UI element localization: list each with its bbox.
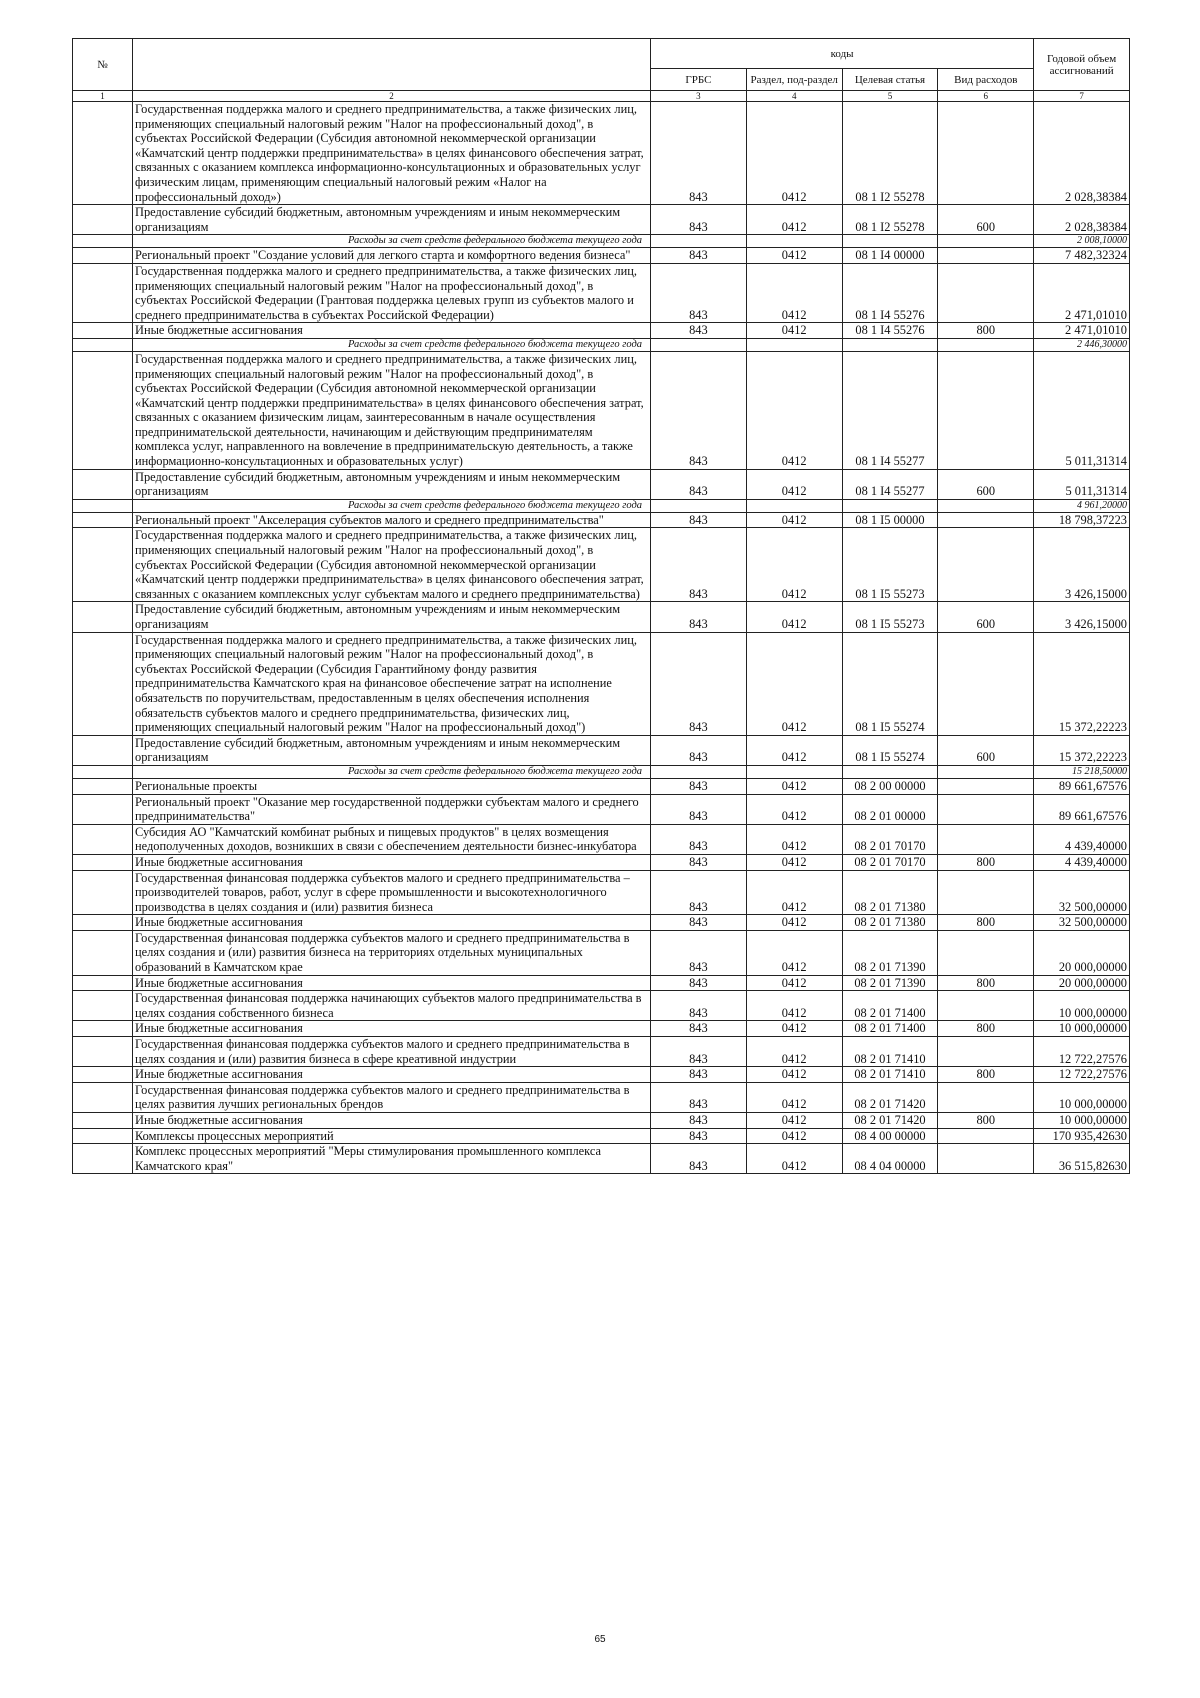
row-name-cell: Государственная финансовая поддержка субъектов малого и среднего предпринимательства в целях развития лучших региональных брендов [133, 1082, 651, 1112]
row-name-cell: Государственная финансовая поддержка субъектов малого и среднего предпринимательства в целях создания и (или) развития бизнеса в сфере креативной индустрии [133, 1037, 651, 1067]
row-razdel-cell: 0412 [746, 323, 842, 339]
row-name-cell: Предоставление субсидий бюджетным, автономным учреждениям и иным некоммерческим организациям [133, 205, 651, 235]
row-num-cell [73, 778, 133, 794]
row-grbs-cell: 843 [651, 1128, 747, 1144]
table-note-row [73, 235, 1130, 248]
row-razdel-cell: 0412 [746, 205, 842, 235]
row-vid-cell: 600 [938, 469, 1034, 499]
table-row [73, 1128, 1130, 1144]
row-num-cell [73, 930, 133, 975]
row-num-cell [73, 263, 133, 322]
row-grbs-cell: 843 [651, 102, 747, 205]
row-razdel-cell: 0412 [746, 1082, 842, 1112]
row-grbs-cell: 843 [651, 602, 747, 632]
row-vid-cell: 800 [938, 975, 1034, 991]
row-celevaya-cell: 08 1 I4 55276 [842, 263, 938, 322]
row-grbs-cell [651, 338, 747, 351]
table-row [73, 794, 1130, 824]
row-razdel-cell: 0412 [746, 930, 842, 975]
row-sum-cell: 2 471,01010 [1034, 263, 1130, 322]
table-row [73, 1144, 1130, 1174]
row-sum-cell: 4 439,40000 [1034, 824, 1130, 854]
row-name-cell: Государственная финансовая поддержка субъектов малого и среднего предпринимательства – производителей товаров, работ, услуг в сфере промышленности и высокотехнологичного производства в целях создания и (или) развития бизнеса [133, 870, 651, 915]
row-vid-cell [938, 930, 1034, 975]
row-num-cell [73, 1037, 133, 1067]
row-razdel-cell: 0412 [746, 602, 842, 632]
row-name-cell: Иные бюджетные ассигнования [133, 915, 651, 931]
row-razdel-cell: 0412 [746, 794, 842, 824]
row-razdel-cell: 0412 [746, 102, 842, 205]
row-razdel-cell: 0412 [746, 870, 842, 915]
index-cell: 7 [1034, 91, 1130, 102]
row-sum-cell: 32 500,00000 [1034, 915, 1130, 931]
row-vid-cell: 600 [938, 205, 1034, 235]
row-sum-cell: 2 471,01010 [1034, 323, 1130, 339]
row-celevaya-cell: 08 2 01 71390 [842, 975, 938, 991]
row-num-cell [73, 235, 133, 248]
header-name [133, 39, 651, 91]
row-num-cell [73, 602, 133, 632]
row-celevaya-cell: 08 2 01 00000 [842, 794, 938, 824]
row-vid-cell [938, 765, 1034, 778]
row-grbs-cell: 843 [651, 1021, 747, 1037]
table-body [73, 102, 1130, 1174]
row-celevaya-cell: 08 2 01 71380 [842, 870, 938, 915]
row-sum-cell: 2 008,10000 [1034, 235, 1130, 248]
row-name-cell: Расходы за счет средств федерального бюджета текущего года [133, 765, 651, 778]
row-vid-cell [938, 778, 1034, 794]
row-celevaya-cell: 08 1 I5 55274 [842, 632, 938, 735]
row-name-cell: Иные бюджетные ассигнования [133, 1067, 651, 1083]
row-razdel-cell: 0412 [746, 248, 842, 264]
table-row [73, 632, 1130, 735]
table-row [73, 870, 1130, 915]
row-razdel-cell: 0412 [746, 991, 842, 1021]
row-celevaya-cell: 08 2 01 71380 [842, 915, 938, 931]
table-row [73, 602, 1130, 632]
row-vid-cell: 800 [938, 915, 1034, 931]
row-celevaya-cell: 08 1 I4 00000 [842, 248, 938, 264]
row-name-cell: Государственная финансовая поддержка субъектов малого и среднего предпринимательства в целях создания и (или) развития бизнеса на территориях отдельных муниципальных образований в Камчатском крае [133, 930, 651, 975]
row-name-cell: Государственная поддержка малого и среднего предпринимательства, а также физических лиц, применяющих специальный налоговый режим "Налог на профессиональный доход", в субъектах Российской Федерации (Субсидия автономной некоммерческой организации «Камчатский центр поддержки предпринимательства» в целях финансового обеспечения затрат, связанных с оказанием комплексных услуг субъектам малого и среднего предпринимательства) [133, 528, 651, 602]
row-num-cell [73, 1144, 133, 1174]
row-sum-cell: 12 722,27576 [1034, 1037, 1130, 1067]
row-num-cell [73, 975, 133, 991]
row-vid-cell [938, 263, 1034, 322]
row-razdel-cell: 0412 [746, 1113, 842, 1129]
row-razdel-cell [746, 765, 842, 778]
row-vid-cell [938, 870, 1034, 915]
row-name-cell: Расходы за счет средств федерального бюджета текущего года [133, 235, 651, 248]
row-vid-cell [938, 235, 1034, 248]
row-vid-cell: 600 [938, 735, 1034, 765]
row-celevaya-cell: 08 1 I5 55273 [842, 602, 938, 632]
row-grbs-cell: 843 [651, 1113, 747, 1129]
row-celevaya-cell: 08 1 I4 55277 [842, 469, 938, 499]
row-sum-cell: 170 935,42630 [1034, 1128, 1130, 1144]
row-celevaya-cell: 08 4 00 00000 [842, 1128, 938, 1144]
row-name-cell: Субсидия АО "Камчатский комбинат рыбных и пищевых продуктов" в целях возмещения недополученных доходов, возникших в связи с обеспечением деятельности бизнес-инкубатора [133, 824, 651, 854]
row-name-cell: Государственная поддержка малого и среднего предпринимательства, а также физических лиц, применяющих специальный налоговый режим "Налог на профессиональный доход", в субъектах Российской Федерации (Субсидия автономной некоммерческой организации «Камчатский центр поддержки предпринимательства» в целях финансового обеспечения затрат, связанных с оказанием комплекса информационно-консультационных и образовательных услуг физическим лицам, применяющим специальный налоговый режим «Налог на профессиональный доход») [133, 102, 651, 205]
row-vid-cell: 800 [938, 323, 1034, 339]
header-vid: Вид расходов [938, 69, 1034, 91]
table-row [73, 205, 1130, 235]
row-grbs-cell: 843 [651, 778, 747, 794]
row-vid-cell: 800 [938, 1021, 1034, 1037]
row-grbs-cell [651, 765, 747, 778]
index-cell: 6 [938, 91, 1034, 102]
row-sum-cell: 7 482,32324 [1034, 248, 1130, 264]
row-vid-cell [938, 1144, 1034, 1174]
row-razdel-cell: 0412 [746, 1144, 842, 1174]
row-vid-cell [938, 512, 1034, 528]
row-name-cell: Комплекс процессных мероприятий "Меры стимулирования промышленного комплекса Камчатского края" [133, 1144, 651, 1174]
row-vid-cell [938, 1037, 1034, 1067]
row-sum-cell: 3 426,15000 [1034, 528, 1130, 602]
row-num-cell [73, 205, 133, 235]
row-vid-cell [938, 824, 1034, 854]
row-vid-cell [938, 991, 1034, 1021]
row-num-cell [73, 1082, 133, 1112]
row-num-cell [73, 870, 133, 915]
row-vid-cell [938, 351, 1034, 469]
row-celevaya-cell: 08 2 01 71420 [842, 1082, 938, 1112]
row-celevaya-cell: 08 2 01 71400 [842, 1021, 938, 1037]
header-razdel: Раздел, под-раздел [746, 69, 842, 91]
page-number: 65 [594, 1634, 606, 1645]
row-razdel-cell: 0412 [746, 1021, 842, 1037]
row-vid-cell: 600 [938, 602, 1034, 632]
row-num-cell [73, 1128, 133, 1144]
table-row [73, 915, 1130, 931]
row-razdel-cell: 0412 [746, 1037, 842, 1067]
table-row [73, 1037, 1130, 1067]
table-row [73, 512, 1130, 528]
row-sum-cell: 5 011,31314 [1034, 351, 1130, 469]
row-num-cell [73, 1067, 133, 1083]
row-grbs-cell [651, 499, 747, 512]
row-grbs-cell: 843 [651, 1037, 747, 1067]
row-name-cell: Государственная поддержка малого и среднего предпринимательства, а также физических лиц, применяющих специальный налоговый режим "Налог на профессиональный доход", в субъектах Российской Федерации (Грантовая поддержка целевых групп из субъектов малого и среднего предпринимательства в субъектах Российской Федерации) [133, 263, 651, 322]
row-sum-cell: 32 500,00000 [1034, 870, 1130, 915]
table-row [73, 735, 1130, 765]
row-name-cell: Иные бюджетные ассигнования [133, 323, 651, 339]
row-name-cell: Расходы за счет средств федерального бюджета текущего года [133, 499, 651, 512]
row-vid-cell: 800 [938, 1113, 1034, 1129]
row-grbs-cell: 843 [651, 512, 747, 528]
row-grbs-cell [651, 235, 747, 248]
table-row [73, 854, 1130, 870]
row-celevaya-cell: 08 1 I2 55278 [842, 205, 938, 235]
index-cell: 3 [651, 91, 747, 102]
row-name-cell: Региональный проект "Акселерация субъектов малого и среднего предпринимательства" [133, 512, 651, 528]
row-sum-cell: 89 661,67576 [1034, 778, 1130, 794]
row-num-cell [73, 102, 133, 205]
table-note-row [73, 499, 1130, 512]
table-row [73, 248, 1130, 264]
table-row [73, 102, 1130, 205]
row-razdel-cell: 0412 [746, 1128, 842, 1144]
table-row [73, 1067, 1130, 1083]
index-cell: 4 [746, 91, 842, 102]
row-razdel-cell: 0412 [746, 854, 842, 870]
row-num-cell [73, 528, 133, 602]
row-vid-cell [938, 632, 1034, 735]
row-grbs-cell: 843 [651, 1144, 747, 1174]
row-name-cell: Расходы за счет средств федерального бюджета текущего года [133, 338, 651, 351]
row-celevaya-cell: 08 1 I2 55278 [842, 102, 938, 205]
row-grbs-cell: 843 [651, 991, 747, 1021]
row-vid-cell [938, 102, 1034, 205]
row-razdel-cell: 0412 [746, 512, 842, 528]
row-grbs-cell: 843 [651, 1082, 747, 1112]
row-vid-cell [938, 1082, 1034, 1112]
row-grbs-cell: 843 [651, 870, 747, 915]
row-celevaya-cell [842, 338, 938, 351]
row-name-cell: Иные бюджетные ассигнования [133, 1021, 651, 1037]
row-name-cell: Иные бюджетные ассигнования [133, 854, 651, 870]
row-grbs-cell: 843 [651, 632, 747, 735]
index-cell: 1 [73, 91, 133, 102]
row-razdel-cell: 0412 [746, 778, 842, 794]
row-num-cell [73, 248, 133, 264]
row-sum-cell: 4 961,20000 [1034, 499, 1130, 512]
table-row [73, 323, 1130, 339]
row-razdel-cell: 0412 [746, 735, 842, 765]
row-razdel-cell: 0412 [746, 975, 842, 991]
row-num-cell [73, 499, 133, 512]
row-celevaya-cell: 08 1 I4 55277 [842, 351, 938, 469]
table-row [73, 1021, 1130, 1037]
table-row [73, 351, 1130, 469]
row-celevaya-cell: 08 1 I5 55274 [842, 735, 938, 765]
row-celevaya-cell: 08 1 I5 55273 [842, 528, 938, 602]
row-name-cell: Предоставление субсидий бюджетным, автономным учреждениям и иным некоммерческим организациям [133, 735, 651, 765]
row-sum-cell: 10 000,00000 [1034, 991, 1130, 1021]
row-sum-cell: 2 028,38384 [1034, 102, 1130, 205]
row-grbs-cell: 843 [651, 975, 747, 991]
row-vid-cell [938, 338, 1034, 351]
table-row [73, 975, 1130, 991]
row-vid-cell [938, 499, 1034, 512]
row-razdel-cell [746, 235, 842, 248]
table-note-row [73, 765, 1130, 778]
row-name-cell: Комплексы процессных мероприятий [133, 1128, 651, 1144]
row-num-cell [73, 1021, 133, 1037]
table-row [73, 528, 1130, 602]
row-sum-cell: 10 000,00000 [1034, 1021, 1130, 1037]
row-name-cell: Региональные проекты [133, 778, 651, 794]
row-sum-cell: 5 011,31314 [1034, 469, 1130, 499]
row-num-cell [73, 765, 133, 778]
row-sum-cell: 89 661,67576 [1034, 794, 1130, 824]
row-celevaya-cell: 08 4 04 00000 [842, 1144, 938, 1174]
row-celevaya-cell [842, 499, 938, 512]
row-name-cell: Государственная поддержка малого и среднего предпринимательства, а также физических лиц, применяющих специальный налоговый режим "Налог на профессиональный доход", в субъектах Российской Федерации (Субсидия автономной некоммерческой организации «Камчатский центр поддержки предпринимательства» в целях финансового обеспечения затрат, связанных с оказанием физическим лицам, заинтересованным в начале осуществления предпринимательской деятельности, начинающим и действующим предпринимателям комплекса услуг, направленного на вовлечение в предпринимательскую деятельность, а также информационно-консультационных и образовательных услуг) [133, 351, 651, 469]
row-sum-cell: 18 798,37223 [1034, 512, 1130, 528]
row-vid-cell: 800 [938, 854, 1034, 870]
table-row [73, 991, 1130, 1021]
budget-table-sheet [72, 38, 1130, 1174]
row-celevaya-cell [842, 765, 938, 778]
row-razdel-cell: 0412 [746, 632, 842, 735]
row-grbs-cell: 843 [651, 735, 747, 765]
row-name-cell: Региональный проект "Оказание мер государственной поддержки субъектам малого и среднего предпринимательства" [133, 794, 651, 824]
row-grbs-cell: 843 [651, 263, 747, 322]
row-sum-cell: 2 028,38384 [1034, 205, 1130, 235]
row-grbs-cell: 843 [651, 323, 747, 339]
row-sum-cell: 36 515,82630 [1034, 1144, 1130, 1174]
row-name-cell: Региональный проект "Создание условий для легкого старта и комфортного ведения бизнеса" [133, 248, 651, 264]
row-sum-cell: 10 000,00000 [1034, 1113, 1130, 1129]
row-celevaya-cell: 08 2 01 71390 [842, 930, 938, 975]
row-razdel-cell [746, 338, 842, 351]
table-row [73, 469, 1130, 499]
row-grbs-cell: 843 [651, 351, 747, 469]
row-sum-cell: 15 218,50000 [1034, 765, 1130, 778]
row-num-cell [73, 854, 133, 870]
row-vid-cell [938, 1128, 1034, 1144]
row-num-cell [73, 991, 133, 1021]
row-celevaya-cell: 08 1 I4 55276 [842, 323, 938, 339]
row-sum-cell: 15 372,22223 [1034, 632, 1130, 735]
row-razdel-cell: 0412 [746, 824, 842, 854]
row-razdel-cell: 0412 [746, 528, 842, 602]
row-grbs-cell: 843 [651, 930, 747, 975]
row-sum-cell: 10 000,00000 [1034, 1082, 1130, 1112]
row-celevaya-cell: 08 2 01 71410 [842, 1037, 938, 1067]
table-note-row [73, 338, 1130, 351]
row-num-cell [73, 824, 133, 854]
table-row [73, 1113, 1130, 1129]
row-sum-cell: 12 722,27576 [1034, 1067, 1130, 1083]
row-razdel-cell: 0412 [746, 1067, 842, 1083]
row-celevaya-cell: 08 1 I5 00000 [842, 512, 938, 528]
table-row [73, 263, 1130, 322]
row-vid-cell: 800 [938, 1067, 1034, 1083]
row-razdel-cell [746, 499, 842, 512]
row-celevaya-cell: 08 2 01 70170 [842, 824, 938, 854]
row-num-cell [73, 351, 133, 469]
row-name-cell: Государственная финансовая поддержка начинающих субъектов малого предпринимательства в целях создания собственного бизнеса [133, 991, 651, 1021]
row-num-cell [73, 1113, 133, 1129]
row-grbs-cell: 843 [651, 248, 747, 264]
row-grbs-cell: 843 [651, 205, 747, 235]
row-razdel-cell: 0412 [746, 469, 842, 499]
row-grbs-cell: 843 [651, 794, 747, 824]
row-grbs-cell: 843 [651, 824, 747, 854]
row-sum-cell: 3 426,15000 [1034, 602, 1130, 632]
row-name-cell: Иные бюджетные ассигнования [133, 1113, 651, 1129]
row-name-cell: Предоставление субсидий бюджетным, автономным учреждениям и иным некоммерческим организациям [133, 602, 651, 632]
table-row [73, 1082, 1130, 1112]
row-sum-cell: 20 000,00000 [1034, 975, 1130, 991]
row-sum-cell: 2 446,30000 [1034, 338, 1130, 351]
row-vid-cell [938, 794, 1034, 824]
row-razdel-cell: 0412 [746, 915, 842, 931]
row-name-cell: Иные бюджетные ассигнования [133, 975, 651, 991]
row-num-cell [73, 915, 133, 931]
budget-table [72, 38, 1130, 1174]
header-volume: Годовой объем ассигнований [1034, 39, 1130, 91]
row-celevaya-cell: 08 2 01 71400 [842, 991, 938, 1021]
row-grbs-cell: 843 [651, 854, 747, 870]
row-num-cell [73, 512, 133, 528]
row-num-cell [73, 469, 133, 499]
table-row [73, 824, 1130, 854]
row-grbs-cell: 843 [651, 1067, 747, 1083]
row-sum-cell: 4 439,40000 [1034, 854, 1130, 870]
row-vid-cell [938, 528, 1034, 602]
row-num-cell [73, 735, 133, 765]
row-celevaya-cell: 08 2 01 71410 [842, 1067, 938, 1083]
row-num-cell [73, 338, 133, 351]
row-num-cell [73, 794, 133, 824]
row-celevaya-cell [842, 235, 938, 248]
index-cell: 2 [133, 91, 651, 102]
row-razdel-cell: 0412 [746, 351, 842, 469]
row-sum-cell: 15 372,22223 [1034, 735, 1130, 765]
row-grbs-cell: 843 [651, 915, 747, 931]
row-sum-cell: 20 000,00000 [1034, 930, 1130, 975]
row-name-cell: Предоставление субсидий бюджетным, автономным учреждениям и иным некоммерческим организациям [133, 469, 651, 499]
row-grbs-cell: 843 [651, 469, 747, 499]
row-celevaya-cell: 08 2 00 00000 [842, 778, 938, 794]
row-grbs-cell: 843 [651, 528, 747, 602]
header-codes: коды [651, 39, 1034, 69]
table-row [73, 778, 1130, 794]
table-row [73, 930, 1130, 975]
row-razdel-cell: 0412 [746, 263, 842, 322]
row-vid-cell [938, 248, 1034, 264]
header-num: № [73, 39, 133, 91]
index-cell: 5 [842, 91, 938, 102]
header-grbs: ГРБС [651, 69, 747, 91]
row-celevaya-cell: 08 2 01 70170 [842, 854, 938, 870]
row-celevaya-cell: 08 2 01 71420 [842, 1113, 938, 1129]
row-num-cell [73, 632, 133, 735]
header-celevaya: Целевая статья [842, 69, 938, 91]
row-num-cell [73, 323, 133, 339]
row-name-cell: Государственная поддержка малого и среднего предпринимательства, а также физических лиц, применяющих специальный налоговый режим "Налог на профессиональный доход", в субъектах Российской Федерации (Субсидия Гарантийному фонду развития предпринимательства Камчатского края на финансовое обеспечение затрат на исполнение обязательств по поручительствам, предоставленным в целях обеспечения исполнения обязательств субъектов малого и среднего предпринимательства, физических лиц, применяющих специальный налоговый режим "Налог на профессиональный доход") [133, 632, 651, 735]
